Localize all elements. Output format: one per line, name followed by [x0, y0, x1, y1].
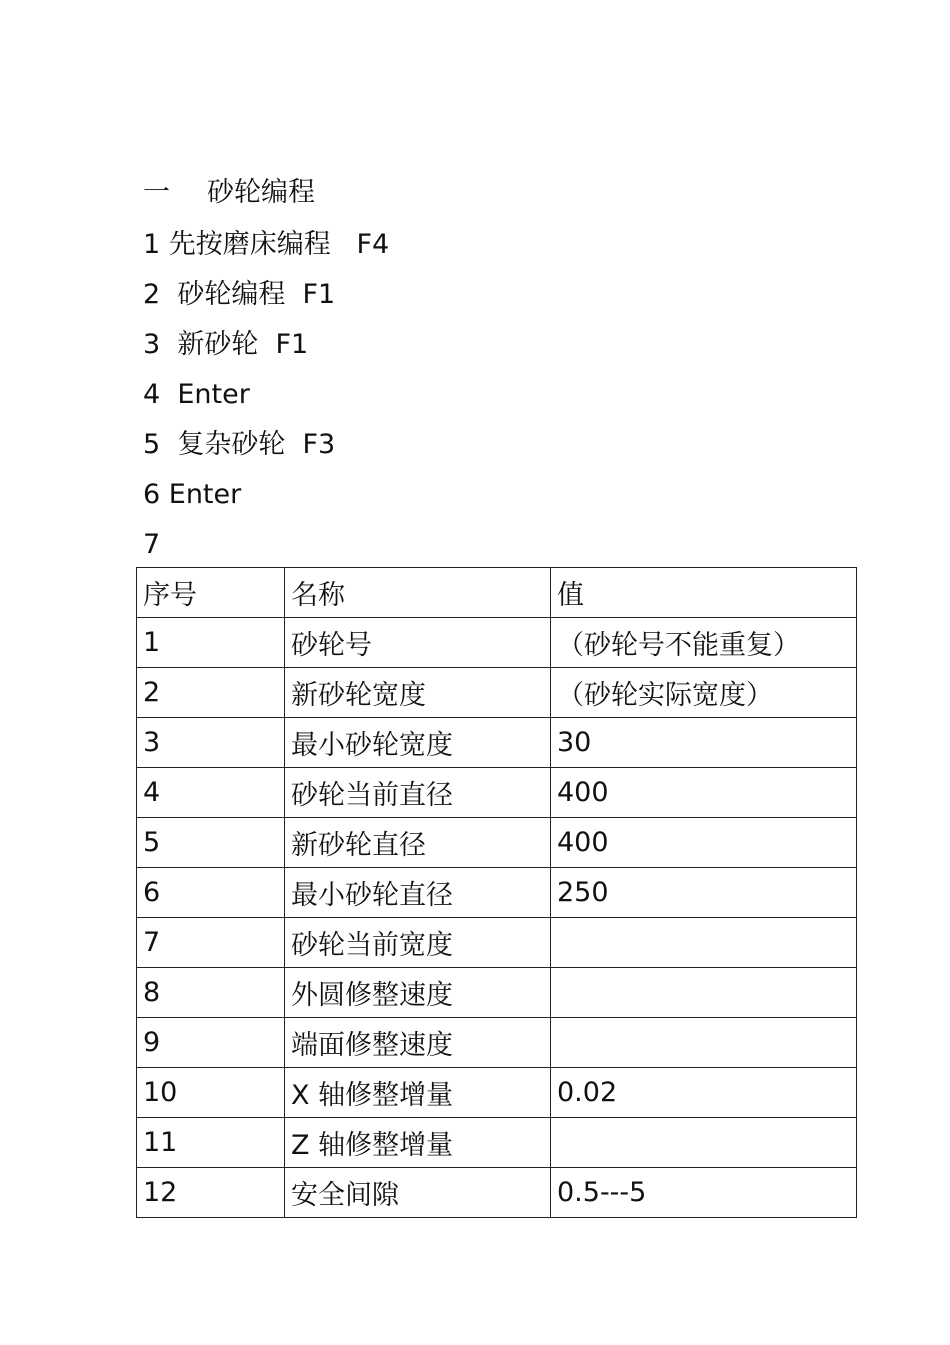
cell-name: 最小砂轮直径 — [285, 868, 551, 918]
step-item: 2 砂轮编程 F1 — [143, 279, 336, 310]
cell-value: （砂轮号不能重复） — [551, 618, 857, 668]
cell-index: 7 — [137, 918, 285, 968]
cell-index: 5 — [137, 818, 285, 868]
table-row — [137, 1068, 857, 1118]
table-row — [137, 1018, 857, 1068]
cell-name: 安全间隙 — [285, 1168, 551, 1218]
steps-list — [143, 225, 389, 575]
cell-index: 10 — [137, 1068, 285, 1118]
cell-index: 3 — [137, 718, 285, 768]
cell-value — [551, 968, 857, 1018]
table-row — [137, 768, 857, 818]
step-item: 3 新砂轮 F1 — [143, 329, 309, 360]
cell-value: 0.02 — [551, 1068, 857, 1118]
cell-value — [551, 1018, 857, 1068]
table-row — [137, 818, 857, 868]
cell-value: 400 — [551, 818, 857, 868]
header-value: 值 — [551, 568, 857, 618]
cell-index: 9 — [137, 1018, 285, 1068]
cell-value — [551, 1118, 857, 1168]
cell-name: 外圆修整速度 — [285, 968, 551, 1018]
cell-name: 砂轮号 — [285, 618, 551, 668]
cell-value: 400 — [551, 768, 857, 818]
step-item: 4 Enter — [143, 379, 250, 410]
cell-name: 新砂轮直径 — [285, 818, 551, 868]
cell-index: 8 — [137, 968, 285, 1018]
section-title: 砂轮编程 — [207, 177, 315, 208]
cell-name: X 轴修整增量 — [285, 1068, 551, 1118]
cell-name: Z 轴修整增量 — [285, 1118, 551, 1168]
section-heading — [143, 174, 315, 212]
header-name: 名称 — [285, 568, 551, 618]
table-row — [137, 968, 857, 1018]
cell-index: 1 — [137, 618, 285, 668]
table-row — [137, 918, 857, 968]
cell-index: 11 — [137, 1118, 285, 1168]
step-item: 6 Enter — [143, 479, 242, 510]
cell-index: 6 — [137, 868, 285, 918]
cell-index: 2 — [137, 668, 285, 718]
table-header-row — [137, 568, 857, 618]
parameter-table — [136, 567, 857, 1218]
table-row — [137, 1118, 857, 1168]
step-item: 5 复杂砂轮 F3 — [143, 429, 336, 460]
section-number: 一 — [143, 177, 170, 208]
table-row — [137, 868, 857, 918]
cell-value: 0.5---5 — [551, 1168, 857, 1218]
cell-name: 最小砂轮宽度 — [285, 718, 551, 768]
table-row — [137, 618, 857, 668]
cell-index: 12 — [137, 1168, 285, 1218]
header-index: 序号 — [137, 568, 285, 618]
cell-index: 4 — [137, 768, 285, 818]
cell-name: 端面修整速度 — [285, 1018, 551, 1068]
cell-value: 250 — [551, 868, 857, 918]
cell-value — [551, 918, 857, 968]
table-row — [137, 668, 857, 718]
cell-value: 30 — [551, 718, 857, 768]
table-row — [137, 718, 857, 768]
step-item: 7 — [143, 529, 161, 560]
cell-name: 砂轮当前宽度 — [285, 918, 551, 968]
cell-name: 新砂轮宽度 — [285, 668, 551, 718]
cell-value: （砂轮实际宽度） — [551, 668, 857, 718]
table-row — [137, 1168, 857, 1218]
step-item: 1 先按磨床编程 F4 — [143, 229, 390, 260]
cell-name: 砂轮当前直径 — [285, 768, 551, 818]
